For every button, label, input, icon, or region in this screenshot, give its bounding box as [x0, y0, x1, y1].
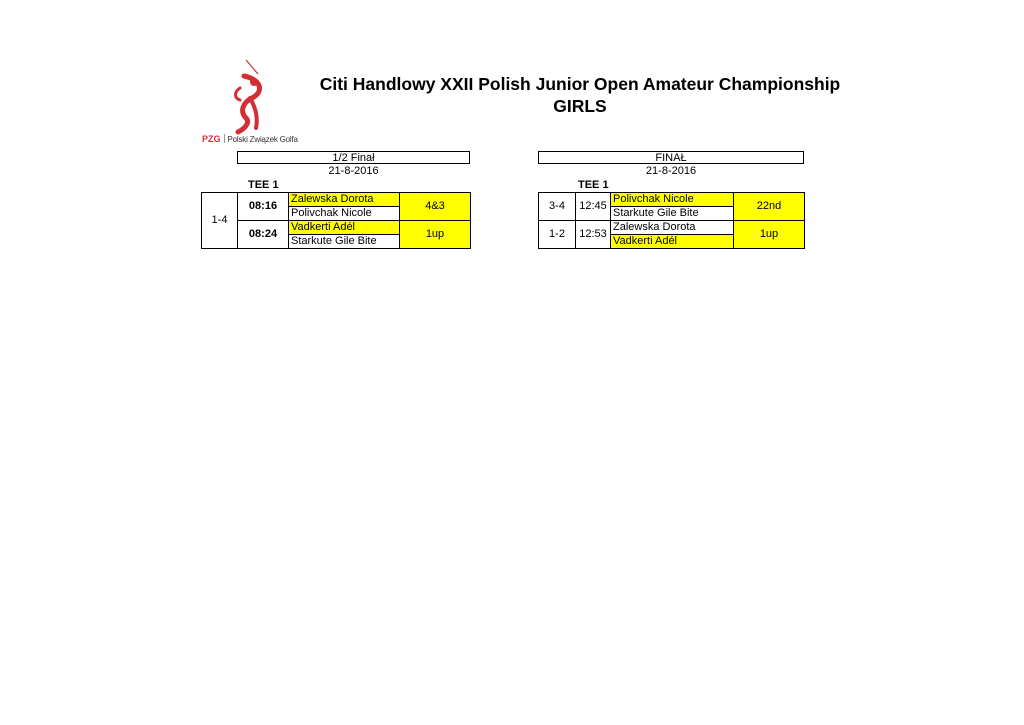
final-tee: TEE 1 — [578, 179, 609, 191]
tee-time: 12:45 — [576, 193, 611, 221]
match-result: 1up — [400, 221, 471, 249]
player-name: Zalewska Dorota — [289, 193, 400, 207]
tee-time: 08:16 — [238, 193, 289, 221]
semifinal-tee: TEE 1 — [248, 179, 279, 191]
semifinal-date: 21-8-2016 — [328, 165, 379, 177]
semifinal-round-label: 1/2 Finał — [237, 151, 470, 164]
player-name: Zalewska Dorota — [611, 221, 734, 235]
final-table — [538, 192, 805, 249]
player-name: Polivchak Nicole — [611, 193, 734, 207]
match-result: 22nd — [734, 193, 805, 221]
group-cell: 1-4 — [202, 193, 238, 249]
player-name: Vadkerti Adél — [611, 235, 734, 249]
place-cell: 3-4 — [539, 193, 576, 221]
table-row — [539, 193, 805, 207]
logo-text — [202, 134, 298, 144]
table-row — [539, 221, 805, 235]
pzg-logo — [200, 58, 298, 148]
match-result: 4&3 — [400, 193, 471, 221]
place-cell: 1-2 — [539, 221, 576, 249]
player-name: Starkute Gile Bite — [611, 207, 734, 221]
title-line-2: GIRLS — [553, 96, 607, 116]
logo-abbr: PZG — [202, 134, 221, 144]
logo-full-name: Polski Związek Golfa — [227, 135, 298, 144]
table-row — [202, 193, 471, 207]
player-name: Vadkerti Adél — [289, 221, 400, 235]
semifinal-table — [201, 192, 471, 249]
table-row — [202, 221, 471, 235]
tee-time: 12:53 — [576, 221, 611, 249]
match-result: 1up — [734, 221, 805, 249]
final-round-label: FINAŁ — [538, 151, 804, 164]
player-name: Polivchak Nicole — [289, 207, 400, 221]
player-name: Starkute Gile Bite — [289, 235, 400, 249]
final-date: 21-8-2016 — [645, 165, 697, 177]
title-line-1: Citi Handlowy XXII Polish Junior Open Amateur Championship — [319, 74, 841, 94]
tee-time: 08:24 — [238, 221, 289, 249]
golfer-icon — [216, 58, 276, 136]
page-title — [300, 73, 860, 117]
